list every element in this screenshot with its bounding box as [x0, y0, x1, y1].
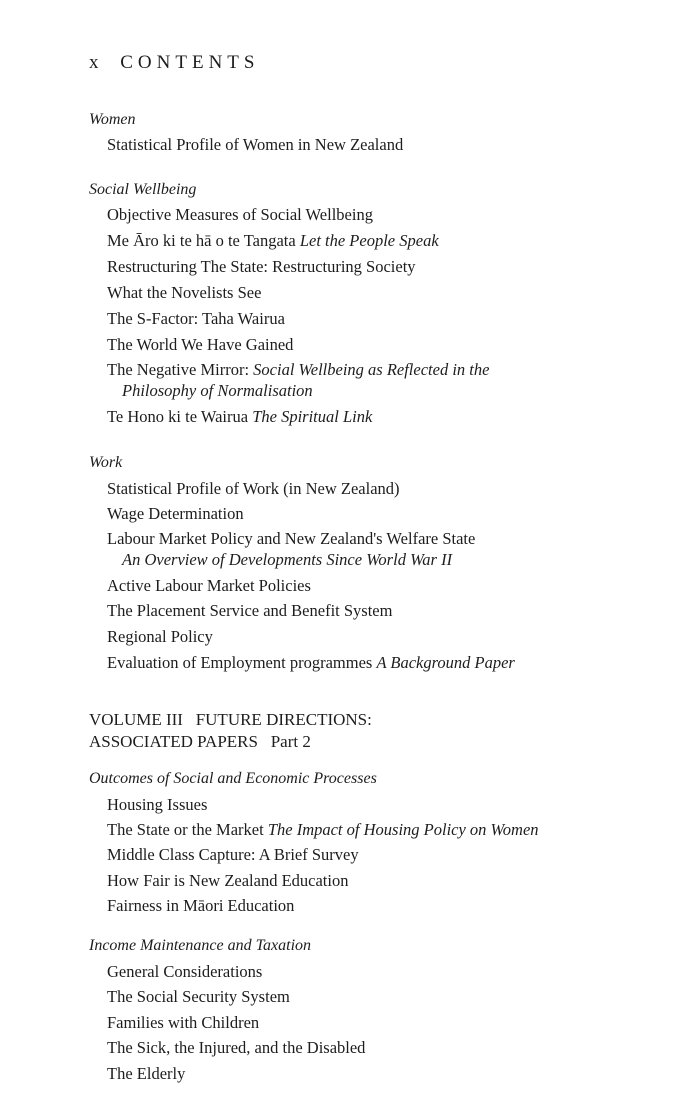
- contents-entry: Restructuring The State: Restructuring Society: [107, 257, 416, 276]
- contents-entry: Middle Class Capture: A Brief Survey: [107, 845, 359, 864]
- section-heading-work: Work: [89, 454, 123, 471]
- contents-entry: Housing Issues: [107, 795, 208, 814]
- contents-entry: The Elderly: [107, 1064, 186, 1083]
- contents-entry: Active Labour Market Policies: [107, 576, 311, 595]
- contents-entry: Fairness in Māori Education: [107, 896, 295, 915]
- contents-entry: Wage Determination: [107, 504, 244, 523]
- contents-entry: Objective Measures of Social Wellbeing: [107, 205, 373, 224]
- contents-entry: The Placement Service and Benefit System: [107, 601, 393, 620]
- section-heading-outcomes: Outcomes of Social and Economic Processes: [89, 770, 377, 787]
- section-heading-income: Income Maintenance and Taxation: [89, 937, 312, 954]
- section-heading-social-wellbeing: Social Wellbeing: [89, 181, 197, 198]
- contents-entry: The Negative Mirror: Social Wellbeing as Reflected in the: [107, 360, 490, 379]
- page-number: x: [89, 52, 99, 73]
- contents-entry: Statistical Profile of Women in New Zealand: [107, 135, 404, 154]
- contents-entry-continuation: An Overview of Developments Since World War II: [122, 550, 453, 569]
- contents-entry: Families with Children: [107, 1013, 260, 1032]
- contents-entry-continuation: Philosophy of Normalisation: [122, 381, 313, 400]
- contents-entry: Regional Policy: [107, 627, 213, 646]
- contents-entry: Te Hono ki te Wairua The Spiritual Link: [107, 407, 373, 426]
- contents-entry: Evaluation of Employment programmes A Background Paper: [107, 653, 515, 672]
- contents-entry: The Sick, the Injured, and the Disabled: [107, 1038, 366, 1057]
- running-head: [89, 52, 259, 74]
- contents-entry: The World We Have Gained: [107, 335, 294, 354]
- contents-entry: What the Novelists See: [107, 283, 262, 302]
- contents-entry: Me Āro ki te hā o te Tangata Let the People Speak: [107, 231, 439, 250]
- contents-entry: Labour Market Policy and New Zealand's Welfare State: [107, 529, 476, 548]
- section-heading-women: Women: [89, 111, 136, 128]
- volume-heading: VOLUME III FUTURE DIRECTIONS:: [89, 710, 372, 729]
- running-title: CONTENTS: [120, 52, 260, 73]
- contents-entry: Statistical Profile of Work (in New Zealand): [107, 479, 400, 498]
- contents-entry: The S-Factor: Taha Wairua: [107, 309, 285, 328]
- contents-entry: The State or the Market The Impact of Housing Policy on Women: [107, 820, 539, 839]
- contents-entry: How Fair is New Zealand Education: [107, 871, 349, 890]
- volume-subheading: ASSOCIATED PAPERS Part 2: [89, 732, 311, 751]
- contents-entry: The Social Security System: [107, 987, 290, 1006]
- contents-entry: General Considerations: [107, 962, 263, 981]
